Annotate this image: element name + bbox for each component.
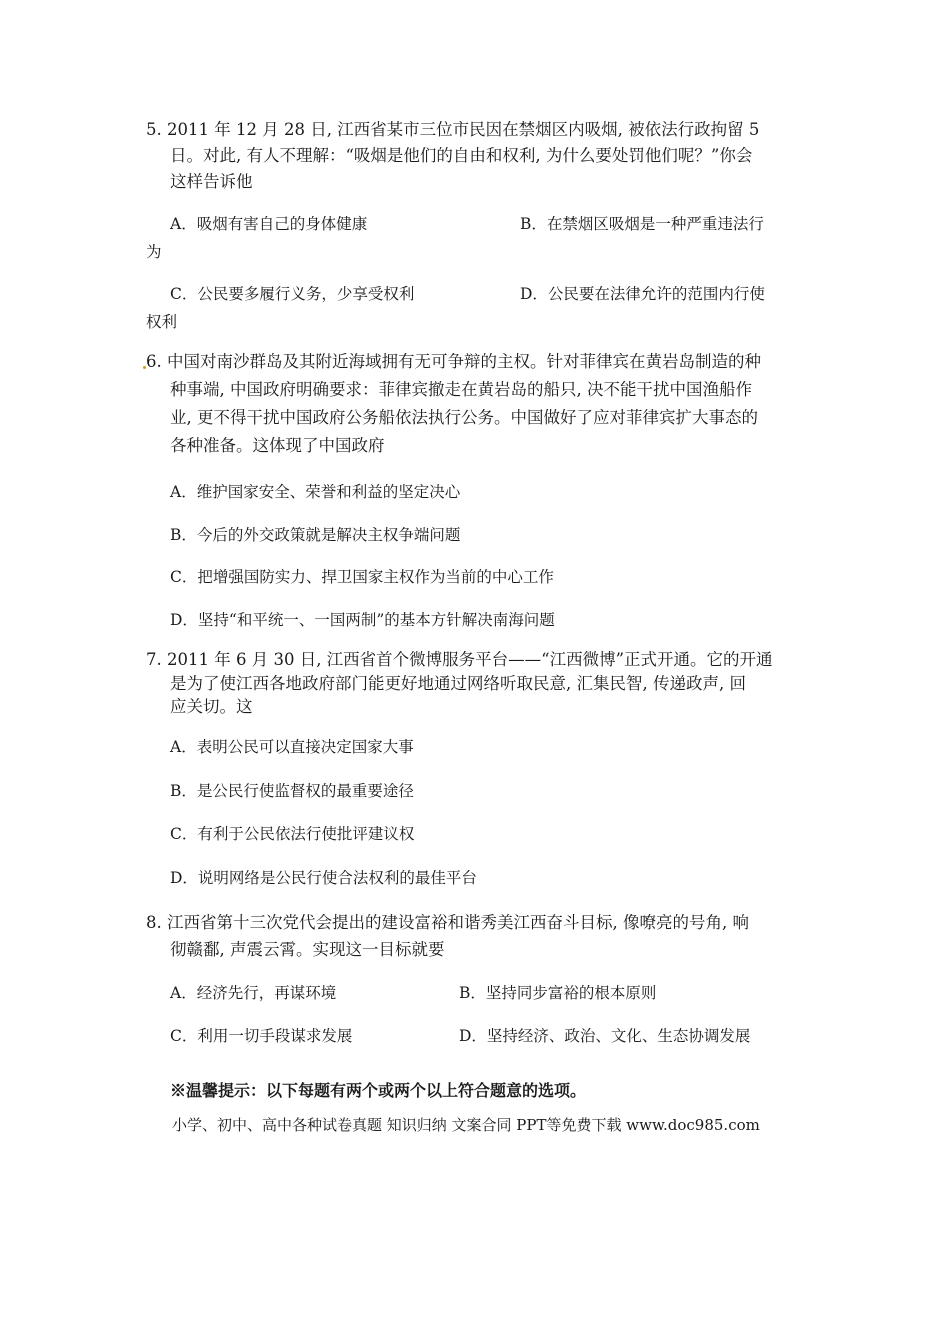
q5-option-c[interactable]: C．公民要多履行义务，少享受权利 bbox=[170, 285, 415, 303]
q8-line-1: 8. 江西省第十三次党代会提出的建设富裕和谐秀美江西奋斗目标, 像嘹亮的号角, 响 bbox=[146, 913, 749, 932]
q6-line-3: 业, 更不得干扰中国政府公务船依法执行公务。中国做好了应对菲律宾扩大事态的 bbox=[170, 408, 758, 427]
q7-option-c[interactable]: C．有利于公民依法行使批评建议权 bbox=[170, 825, 415, 843]
q5-line-1: 5. 2011 年 12 月 28 日, 江西省某市三位市民因在禁烟区内吸烟, 被依法行政拘留 5 bbox=[146, 120, 760, 139]
q6-option-c[interactable]: C．把增强国防实力、捍卫国家主权作为当前的中心工作 bbox=[170, 568, 554, 586]
q6-option-d[interactable]: D．坚持“和平统一、一国两制”的基本方针解决南海问题 bbox=[170, 611, 555, 629]
q5-option-a[interactable]: A．吸烟有害自己的身体健康 bbox=[170, 215, 368, 233]
q7-line-3: 应关切。这 bbox=[170, 697, 253, 716]
q8-option-c[interactable]: C．利用一切手段谋求发展 bbox=[170, 1027, 353, 1045]
q8-option-d[interactable]: D．坚持经济、政治、文化、生态协调发展 bbox=[459, 1027, 751, 1045]
q7-line-1: 7. 2011 年 6 月 30 日, 江西省首个微博服务平台——“江西微博”正式开通。它的开通 bbox=[146, 650, 773, 669]
warm-tip: ※温馨提示：以下每题有两个或两个以上符合题意的选项。 bbox=[170, 1081, 587, 1100]
q7-line-2: 是为了使江西各地政府部门能更好地通过网络听取民意, 汇集民智, 传递政声, 回 bbox=[170, 674, 746, 693]
q5-option-b[interactable]: B．在禁烟区吸烟是一种严重违法行 bbox=[520, 215, 764, 233]
q6-option-b[interactable]: B．今后的外交政策就是解决主权争端问题 bbox=[170, 526, 461, 544]
q8-option-a[interactable]: A．经济先行，再谋环境 bbox=[170, 984, 337, 1002]
q8-line-2: 彻赣鄱, 声震云霄。实现这一目标就要 bbox=[170, 940, 445, 959]
q6-line-4: 各种准备。这体现了中国政府 bbox=[170, 436, 385, 455]
q7-option-a[interactable]: A．表明公民可以直接决定国家大事 bbox=[170, 738, 414, 756]
q8-option-b[interactable]: B．坚持同步富裕的根本原则 bbox=[459, 984, 657, 1002]
q5-line-3: 这样告诉他 bbox=[170, 172, 253, 191]
q5-option-b-continued: 为 bbox=[146, 243, 162, 261]
q5-line-2: 日。对此, 有人不理解：“吸烟是他们的自由和权利, 为什么要处罚他们呢？”你会 bbox=[170, 146, 753, 165]
q6-line-2: 种事端, 中国政府明确要求：菲律宾撤走在黄岩岛的船只, 决不能干扰中国渔船作 bbox=[170, 380, 752, 399]
q7-option-b[interactable]: B．是公民行使监督权的最重要途径 bbox=[170, 782, 414, 800]
q6-line-1: 6. 中国对南沙群岛及其附近海域拥有无可争辩的主权。针对菲律宾在黄岩岛制造的种 bbox=[146, 352, 761, 371]
q7-option-d[interactable]: D．说明网络是公民行使合法权利的最佳平台 bbox=[170, 869, 477, 887]
q5-option-d-continued: 权利 bbox=[146, 313, 178, 331]
q6-option-a[interactable]: A．维护国家安全、荣誉和利益的坚定决心 bbox=[170, 483, 461, 501]
footer-note: 小学、初中、高中各种试卷真题 知识归纳 文案合同 PPT等免费下载 www.doc985.com bbox=[172, 1116, 760, 1134]
q5-option-d[interactable]: D．公民要在法律允许的范围内行使 bbox=[520, 285, 765, 303]
